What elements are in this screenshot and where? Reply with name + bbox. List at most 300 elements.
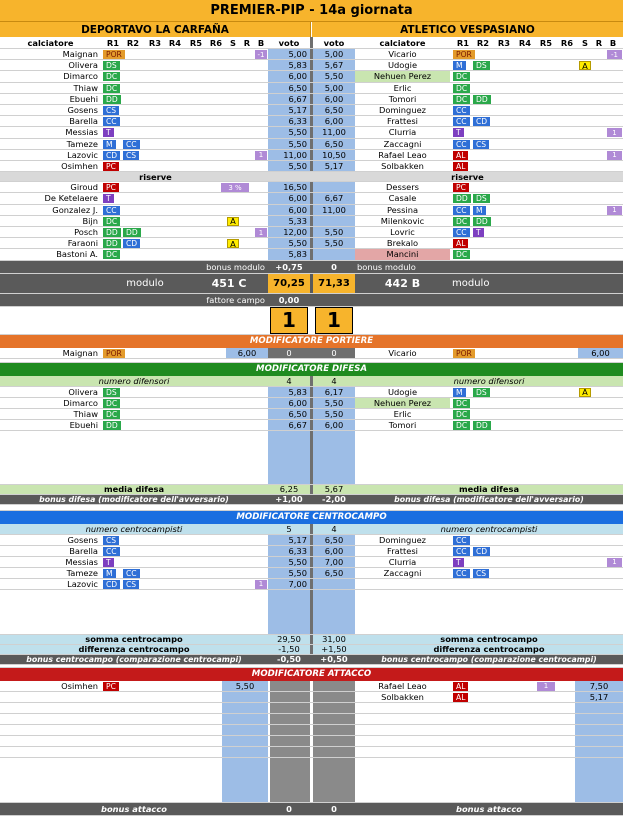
- defense-bonus-label: bonus difesa (modificatore dell'avversario): [394, 494, 584, 504]
- column-divider: [310, 150, 313, 160]
- defense-average-row: [0, 485, 623, 495]
- midfielder-row: [0, 535, 623, 546]
- vote-cell: [313, 579, 355, 589]
- bonus-marker: 1: [607, 151, 622, 160]
- midfielder-row: [0, 568, 623, 579]
- player-vote: 6,00: [313, 94, 355, 104]
- role-badge-pc: PC: [103, 183, 119, 192]
- attack-modifier-header: MODIFICATORE ATTACCO: [0, 668, 623, 681]
- role-badge-dc: DC: [103, 72, 120, 81]
- role-badge-ds: DS: [103, 388, 120, 397]
- reserves-label: riserve: [139, 172, 172, 182]
- away-team-header: [312, 22, 623, 37]
- player-vote: 5,50: [313, 398, 355, 408]
- home-midfielders-count: 5: [286, 523, 292, 534]
- goalkeeper-modifier-header: MODIFICATORE PORTIERE: [0, 335, 623, 348]
- column-divider: [310, 238, 313, 248]
- attack-vote: [575, 736, 623, 746]
- home-goals: 1: [270, 307, 308, 334]
- defense-modifier-header: MODIFICATORE DIFESA: [0, 363, 623, 376]
- defense-average-label: media difesa: [103, 484, 165, 494]
- player-vote: 6,50: [268, 83, 310, 93]
- player-name: Messias: [65, 127, 98, 138]
- attack-vote: [222, 736, 268, 746]
- role-badge-ds: DS: [103, 61, 120, 70]
- module-row: [0, 274, 623, 294]
- player-name: Tameze: [66, 138, 98, 149]
- column-divider: [310, 590, 313, 634]
- defense-count-row: [0, 376, 623, 387]
- gk-vote: 6,00: [226, 348, 268, 358]
- attack-vote: [222, 703, 268, 713]
- bonus-marker: 1: [255, 580, 267, 589]
- player-name: Mancini: [355, 249, 450, 259]
- midfield-diff-label: differenza centrocampo: [433, 644, 545, 654]
- midfield-bonus-label: bonus centrocampo (comparazione centrocampi): [26, 654, 242, 664]
- vote-cell: [268, 590, 310, 634]
- attack-row: [0, 747, 623, 758]
- column-divider: [310, 546, 313, 556]
- column-divider: [310, 485, 313, 494]
- attack-gap: [270, 692, 310, 702]
- player-name: Rafael Leao: [378, 149, 427, 160]
- column-divider: [310, 645, 313, 654]
- player-name: Zaccagni: [383, 138, 422, 149]
- player-name: Ebuehi: [69, 93, 98, 104]
- gk-mod: 0: [313, 348, 355, 358]
- starter-row: [0, 116, 623, 127]
- column-divider: [310, 49, 313, 59]
- column-divider: [310, 535, 313, 545]
- role-badge-dc: DC: [453, 250, 470, 259]
- defender-row: [0, 409, 623, 420]
- role-badge-m: M: [453, 61, 466, 70]
- column-divider: [310, 635, 313, 644]
- voto-header: voto: [278, 37, 300, 48]
- player-name: Dimarco: [63, 397, 98, 408]
- home-defense-average: 6,25: [279, 484, 299, 494]
- midfielders-count-label: numero centrocampisti: [440, 523, 538, 534]
- role-badge-t: T: [473, 228, 484, 237]
- starter-row: [0, 49, 623, 60]
- player-vote: 5,50: [313, 409, 355, 419]
- role-badge-cd: CD: [473, 117, 490, 126]
- bonus-marker: 1: [255, 151, 267, 160]
- column-divider: [310, 398, 313, 408]
- role-badge-al: AL: [453, 682, 468, 691]
- reserve-row: [0, 205, 623, 216]
- player-vote: 5,50: [268, 238, 310, 248]
- defense-empty-area: [0, 431, 623, 485]
- away-attack-bonus: 0: [331, 804, 337, 814]
- col-header-r6: R6: [209, 37, 223, 48]
- column-divider: [310, 71, 313, 81]
- attack-bonus-label: bonus attacco: [101, 804, 167, 814]
- player-vote: 5,50: [313, 71, 355, 81]
- role-badge-dd: DD: [103, 95, 121, 104]
- attack-gap: [313, 747, 355, 757]
- role-badge-ds: DS: [473, 61, 490, 70]
- away-midfield-sum: 31,00: [322, 634, 346, 644]
- player-vote: 6,00: [268, 193, 310, 203]
- role-badge-ds: DS: [473, 194, 490, 203]
- player-vote: 5,83: [268, 60, 310, 70]
- column-divider: [310, 205, 313, 215]
- player-vote: 11,00: [268, 150, 310, 160]
- home-defense-bonus: +1,00: [275, 494, 303, 504]
- bonus-marker: -1: [607, 50, 622, 59]
- away-goals: 1: [315, 307, 353, 334]
- midfield-diff-label: differenza centrocampo: [78, 644, 190, 654]
- player-vote: 7,00: [313, 557, 355, 567]
- player-vote: 12,00: [268, 227, 310, 237]
- player-vote: 6,00: [313, 116, 355, 126]
- player-name: Dessers: [386, 182, 419, 193]
- player-vote: 5,50: [268, 127, 310, 137]
- column-divider: [310, 227, 313, 237]
- attack-gap: [313, 714, 355, 724]
- home-midfield-sum: 29,50: [277, 634, 301, 644]
- attack-vote: 5,50: [222, 681, 268, 691]
- defense-average-label: media difesa: [458, 484, 520, 494]
- player-name: Vicario: [388, 49, 417, 60]
- attack-vote: [575, 703, 623, 713]
- role-badge-al: AL: [453, 693, 468, 702]
- role-badge-dc: DC: [103, 410, 120, 419]
- home-midfield-diff: -1,50: [278, 644, 300, 654]
- player-vote: 5,83: [268, 387, 310, 397]
- away-defense-average: 5,67: [324, 484, 344, 494]
- calciatore-header: calciatore: [379, 37, 426, 48]
- attack-vote: 5,17: [575, 692, 623, 702]
- role-badge-cc: CC: [103, 117, 120, 126]
- role-badge-dd: DD: [103, 239, 121, 248]
- col-header-r5: R5: [539, 37, 553, 48]
- role-badge-cc: CC: [453, 228, 470, 237]
- attack-vote: [575, 758, 623, 802]
- role-badge-dc: DC: [453, 72, 470, 81]
- role-badge-dd: DD: [473, 421, 491, 430]
- col-header-s: S: [230, 37, 236, 48]
- home-module: 451 C: [211, 276, 247, 290]
- role-badge-cc: CC: [453, 547, 470, 556]
- starter-row: [0, 105, 623, 116]
- player-name: CIurria: [388, 127, 417, 138]
- player-vote: [313, 216, 355, 226]
- attack-row: [0, 725, 623, 736]
- col-header-r4: R4: [168, 37, 182, 48]
- vote-cell: [313, 431, 355, 484]
- player-vote: 5,17: [268, 535, 310, 545]
- player-vote: 11,00: [313, 127, 355, 137]
- role-badge-t: T: [453, 558, 464, 567]
- player-name: Vicario: [388, 347, 417, 358]
- gk-vote: 6,00: [578, 348, 623, 358]
- attack-vote: [222, 758, 268, 802]
- col-header-r2: R2: [126, 37, 140, 48]
- col-header-r1: R1: [106, 37, 120, 48]
- midfielder-row: [0, 579, 623, 590]
- starter-row: [0, 150, 623, 161]
- role-badge-t: T: [103, 558, 114, 567]
- player-vote: 6,00: [268, 205, 310, 215]
- starter-row: [0, 161, 623, 172]
- starter-row: [0, 127, 623, 138]
- role-badge-dc: DC: [453, 421, 470, 430]
- player-vote: 6,50: [268, 409, 310, 419]
- role-badge-cc: CC: [453, 106, 470, 115]
- player-name: Tameze: [66, 567, 98, 578]
- col-header-r5: R5: [189, 37, 203, 48]
- away-midfield-diff: +1,50: [321, 644, 347, 654]
- midfield-sum-row: [0, 635, 623, 645]
- col-header-r6: R6: [560, 37, 574, 48]
- player-vote: 6,50: [313, 535, 355, 545]
- player-name: Solbakken: [381, 161, 424, 172]
- bonus-module-label: bonus modulo: [357, 261, 416, 272]
- starter-row: [0, 83, 623, 94]
- col-header-r3: R3: [148, 37, 162, 48]
- col-header-r1: R1: [456, 37, 470, 48]
- status-flag: A: [227, 217, 239, 226]
- column-divider: [310, 182, 313, 192]
- role-badge-dc: DC: [103, 217, 120, 226]
- role-badge-cs: CS: [473, 569, 489, 578]
- midfield-empty-area: [0, 590, 623, 635]
- role-badge-por: POR: [453, 349, 475, 358]
- player-vote: 6,50: [313, 105, 355, 115]
- col-header-r3: R3: [497, 37, 511, 48]
- player-name: Dominguez: [378, 105, 427, 116]
- column-divider: [310, 127, 313, 137]
- attack-gap: [313, 725, 355, 735]
- player-vote: 5,50: [268, 557, 310, 567]
- role-badge-por: POR: [453, 50, 475, 59]
- column-divider: [310, 420, 313, 430]
- role-badge-cs: CS: [123, 580, 139, 589]
- home-team-name: DEPORTAVO LA CARFAÑA: [81, 23, 229, 36]
- role-badge-cc: CC: [453, 536, 470, 545]
- attack-vote: [222, 714, 268, 724]
- player-vote: 5,17: [313, 161, 355, 171]
- player-name: Nehuen Perez: [355, 398, 450, 408]
- role-badge-al: AL: [453, 239, 468, 248]
- defender-row: [0, 387, 623, 398]
- player-name: Milenkovic: [380, 215, 425, 226]
- col-header-b: B: [257, 37, 265, 48]
- away-total: 71,33: [313, 274, 355, 293]
- defenders-count-label: numero difensori: [98, 375, 170, 386]
- player-name: Tomori: [388, 93, 417, 104]
- away-midfielders-count: 4: [331, 523, 337, 534]
- defense-bonus-label: bonus difesa (modificatore dell'avversario): [39, 494, 229, 504]
- status-flag: A: [227, 239, 239, 248]
- player-name: Olivera: [68, 386, 98, 397]
- column-divider: [310, 60, 313, 70]
- role-badge-por: POR: [103, 50, 125, 59]
- player-vote: 5,50: [313, 238, 355, 248]
- player-vote: 5,00: [313, 49, 355, 59]
- reserve-row: [0, 216, 623, 227]
- player-name: Bijn: [82, 215, 98, 226]
- field-factor-row: [0, 294, 623, 307]
- player-vote: 5,50: [313, 227, 355, 237]
- defender-row: [0, 420, 623, 431]
- role-badge-m: M: [473, 206, 486, 215]
- home-team-header: [0, 22, 311, 37]
- role-badge-dc: DC: [453, 217, 470, 226]
- player-name: Posch: [74, 227, 98, 238]
- role-badge-por: POR: [103, 349, 125, 358]
- bonus-marker: 3 %: [221, 183, 249, 192]
- attack-vote: [575, 747, 623, 757]
- player-name: Rafael Leao: [378, 680, 427, 691]
- column-divider: [310, 83, 313, 93]
- player-vote: 6,67: [268, 420, 310, 430]
- attack-vote: [222, 747, 268, 757]
- role-badge-al: AL: [453, 162, 468, 171]
- column-divider: [310, 431, 313, 484]
- attack-gap: [313, 681, 355, 691]
- bonus-marker: -1: [255, 50, 267, 59]
- column-divider: [310, 524, 313, 534]
- role-badge-cs: CS: [103, 106, 119, 115]
- col-header-r: R: [595, 37, 603, 48]
- goals-row: [0, 307, 623, 335]
- column-divider: [310, 105, 313, 115]
- player-vote: 6,00: [313, 546, 355, 556]
- goalkeeper-row: [0, 348, 623, 359]
- player-vote: 6,17: [313, 387, 355, 397]
- player-vote: 16,50: [268, 182, 310, 192]
- col-header-r2: R2: [476, 37, 490, 48]
- attack-gap: [313, 692, 355, 702]
- player-vote: 5,50: [268, 161, 310, 171]
- reserve-row: [0, 182, 623, 193]
- away-team-name: ATLETICO VESPASIANO: [400, 23, 535, 36]
- away-module: 442 B: [384, 276, 421, 290]
- bonus-marker: 1: [607, 558, 622, 567]
- player-name: Thiaw: [73, 82, 98, 93]
- role-badge-cd: CD: [473, 547, 490, 556]
- role-badge-dd: DD: [103, 228, 121, 237]
- role-badge-cc: CC: [123, 569, 140, 578]
- column-divider: [310, 568, 313, 578]
- col-header-r: R: [243, 37, 251, 48]
- role-badge-cs: CS: [103, 536, 119, 545]
- player-name: Dominguez: [378, 534, 427, 545]
- midfield-count-row: [0, 524, 623, 535]
- player-name: Frattesi: [387, 116, 418, 127]
- player-name: Gonzalez J.: [52, 204, 98, 215]
- role-badge-cd: CD: [103, 580, 120, 589]
- player-name: Giroud: [70, 182, 98, 193]
- column-divider: [310, 387, 313, 397]
- role-badge-m: M: [103, 140, 116, 149]
- reserves-header: [0, 172, 623, 182]
- reserve-row: [0, 249, 623, 260]
- role-badge-pc: PC: [453, 183, 469, 192]
- away-defenders-count: 4: [331, 375, 337, 386]
- attack-vote: 7,50: [575, 681, 623, 691]
- player-vote: 5,50: [268, 568, 310, 578]
- vote-cell: [268, 431, 310, 484]
- home-bonus-module: +0,75: [275, 261, 303, 272]
- player-name: Faraoni: [67, 238, 98, 249]
- field-factor-value: 0,00: [278, 294, 300, 305]
- player-vote: [313, 182, 355, 192]
- role-badge-dc: DC: [103, 399, 120, 408]
- attack-row: [0, 692, 623, 703]
- role-badge-cc: CC: [453, 569, 470, 578]
- player-vote: 6,50: [313, 568, 355, 578]
- attack-vote: [222, 692, 268, 702]
- midfield-bonus-row: [0, 655, 623, 665]
- player-name: Messias: [65, 556, 98, 567]
- column-divider: [310, 161, 313, 171]
- midfielder-row: [0, 557, 623, 568]
- player-name: Dimarco: [63, 71, 98, 82]
- player-vote: 6,50: [313, 139, 355, 149]
- player-name: Erlic: [393, 82, 412, 93]
- role-badge-t: T: [103, 128, 114, 137]
- role-badge-cc: CC: [123, 140, 140, 149]
- player-name: Bastoni A.: [56, 249, 98, 260]
- player-name: Casale: [388, 193, 417, 204]
- attack-row: [0, 714, 623, 725]
- player-name: Udogie: [387, 386, 418, 397]
- column-divider: [310, 376, 313, 386]
- role-badge-al: AL: [453, 151, 468, 160]
- role-badge-dc: DC: [103, 84, 120, 93]
- attack-gap: [270, 747, 310, 757]
- player-name: Osimhen: [61, 161, 98, 172]
- column-divider: [310, 94, 313, 104]
- player-vote: 6,00: [268, 71, 310, 81]
- player-name: Gosens: [67, 105, 98, 116]
- attack-gap: [270, 725, 310, 735]
- starter-row: [0, 94, 623, 105]
- role-badge-cc: CC: [103, 206, 120, 215]
- player-name: Lovric: [390, 227, 415, 238]
- role-badge-dc: DC: [453, 84, 470, 93]
- column-divider: [310, 37, 313, 48]
- role-badge-dc: DC: [103, 250, 120, 259]
- attack-bonus-label: bonus attacco: [456, 804, 522, 814]
- field-factor-label: fattore campo: [206, 294, 265, 305]
- player-name: Lazovic: [67, 149, 98, 160]
- role-badge-pc: PC: [103, 682, 119, 691]
- player-name: Osimhen: [61, 680, 98, 691]
- attack-vote: [575, 714, 623, 724]
- role-badge-t: T: [103, 194, 114, 203]
- player-name: CIurria: [388, 556, 417, 567]
- attack-row: [0, 736, 623, 747]
- player-name: Lazovic: [67, 578, 98, 589]
- defense-bonus-row: [0, 495, 623, 505]
- away-defense-bonus: -2,00: [322, 494, 346, 504]
- column-divider: [310, 557, 313, 567]
- column-divider: [310, 348, 313, 358]
- role-badge-dd: DD: [453, 194, 471, 203]
- attack-gap: [313, 703, 355, 713]
- attack-gap: [270, 758, 310, 802]
- player-name: Ebuehi: [69, 419, 98, 430]
- player-vote: 6,00: [313, 420, 355, 430]
- player-name: Brekalo: [386, 238, 419, 249]
- reserve-row: [0, 193, 623, 204]
- attack-gap: [270, 703, 310, 713]
